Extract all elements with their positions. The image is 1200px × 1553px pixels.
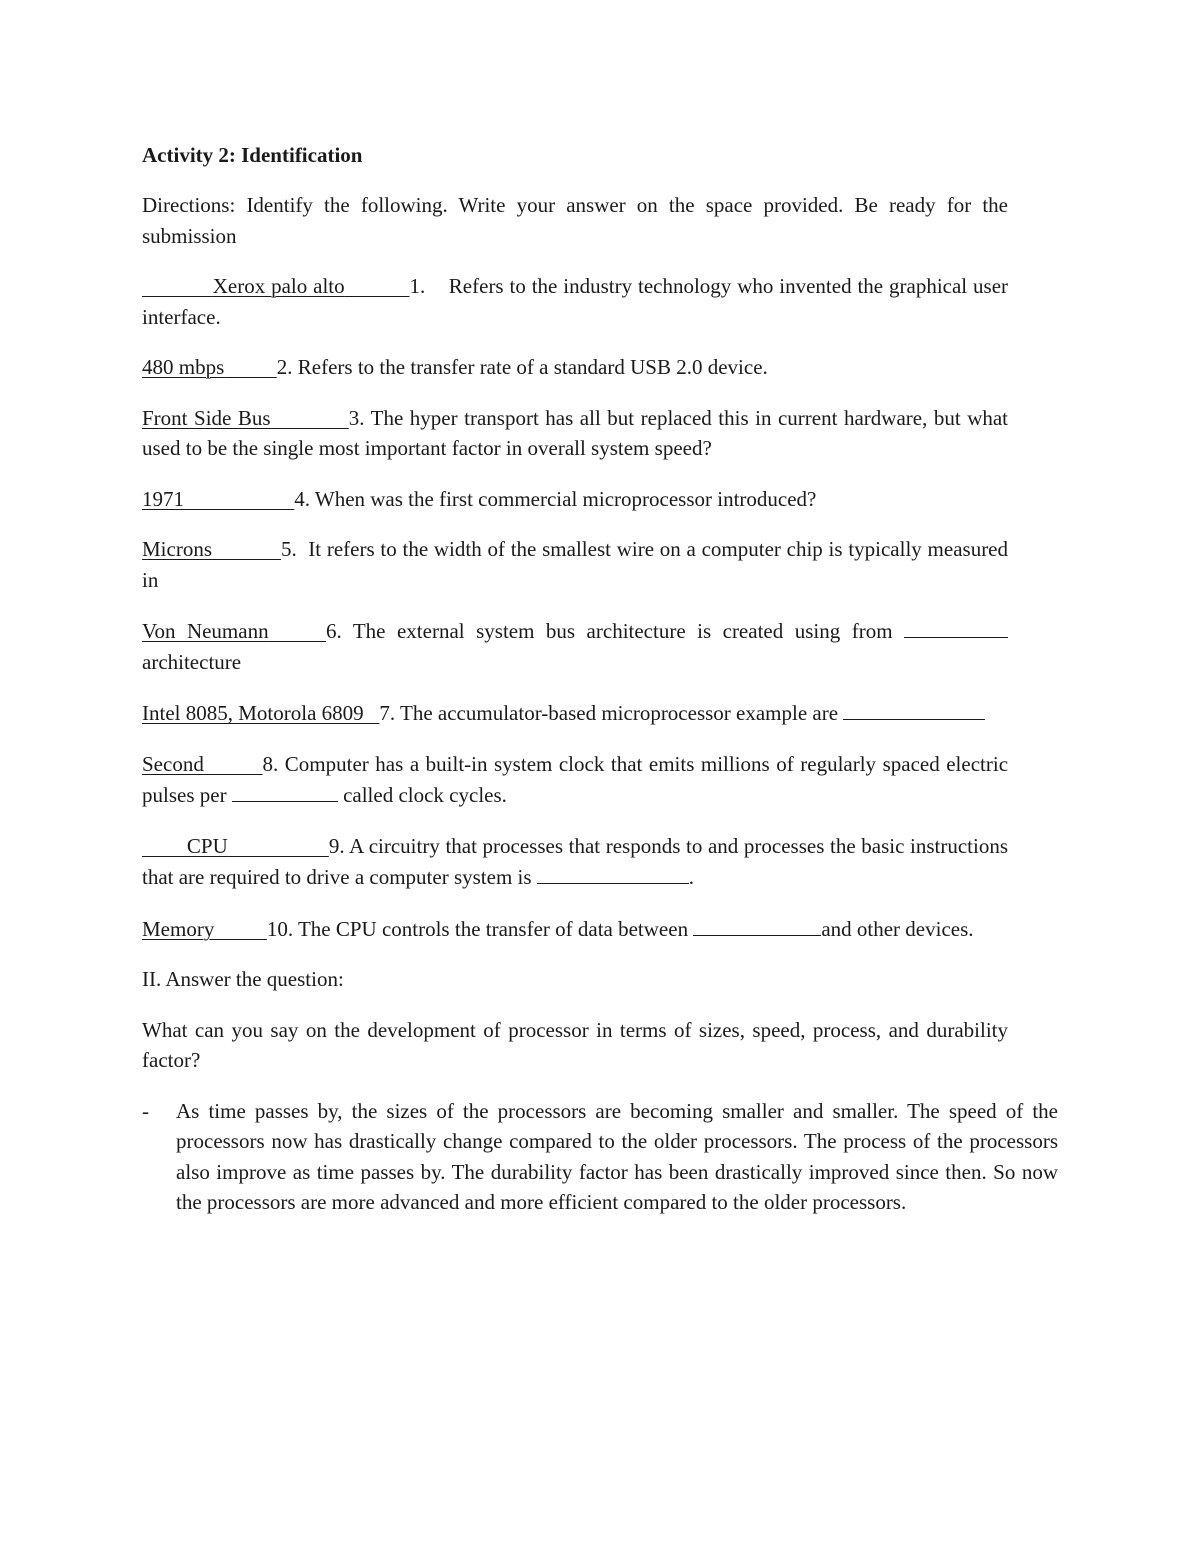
- question-item-4: [142, 484, 1008, 515]
- section-2-heading: II. Answer the question:: [142, 967, 344, 991]
- question-8-after: called clock cycles.: [343, 783, 507, 807]
- answer-1: Xerox palo alto: [212, 274, 345, 298]
- question-4: When was the first commercial microprocessor introduced?: [314, 486, 817, 511]
- answer-8: Second: [142, 751, 204, 776]
- answer-text: As time passes by, the sizes of the processors are becoming smaller and smaller. The speed of the processors now has drastically change compared to the older processors. The process of the processors also improve as time passes by. The durability factor has been drastically improved since then. So now the processors are more advanced and more efficient compared to the older processors.: [176, 1098, 1058, 1214]
- item-number-7: 7.: [379, 701, 396, 725]
- question-3: The hyper transport has all but replaced this in current hardware, but what used to be the single most important factor in overall system speed?: [142, 405, 1009, 460]
- question-item-2: [142, 352, 1008, 383]
- question-9-after: .: [688, 865, 695, 889]
- question-item-3: [142, 403, 1008, 464]
- answer-10: Memory: [142, 916, 215, 941]
- question-6-after: architecture: [142, 649, 242, 674]
- answer-7: Intel 8085, Motorola 6809: [142, 701, 364, 725]
- item-number-8: 8.: [262, 751, 279, 776]
- section-2-question: What can you say on the development of processor in terms of sizes, speed, process, and durability factor?: [142, 1017, 1008, 1072]
- directions-text: Directions: Identify the following. Write your answer on the space provided. Be ready for the submission: [142, 193, 1008, 248]
- blank-6: [904, 615, 1008, 638]
- answer-paragraph: [142, 1096, 1058, 1218]
- item-number-1: 1.: [409, 274, 426, 298]
- answer-5: Microns: [142, 537, 212, 561]
- answer-2: 480 mbps: [142, 355, 225, 379]
- item-number-9: 9.: [328, 833, 345, 858]
- question-item-5: [142, 534, 1008, 595]
- question-10-before: The CPU controls the transfer of data between: [297, 916, 689, 941]
- question-2: Refers to the transfer rate of a standard USB 2.0 device.: [297, 355, 768, 379]
- question-10-after: and other devices.: [821, 916, 974, 941]
- document-page: [142, 140, 1058, 1238]
- question-8-before: Computer has a built-in system clock that emits millions of regularly spaced electric pulses per: [142, 751, 1009, 807]
- question-item-10: [142, 913, 1008, 945]
- item-number-3: 3.: [348, 405, 365, 430]
- question-item-1: [142, 271, 1008, 332]
- question-item-9: [142, 831, 1008, 893]
- item-number-5: 5.: [281, 537, 297, 561]
- blank-7: [843, 697, 985, 720]
- item-number-6: 6.: [326, 619, 342, 643]
- item-number-2: 2.: [276, 355, 293, 379]
- blank-8: [232, 779, 338, 802]
- blank-9: [537, 861, 689, 884]
- question-6-before: The external system bus architecture is created using from: [352, 619, 893, 643]
- answer-3: Front Side Bus: [142, 405, 271, 430]
- question-1: Refers to the industry technology who invented the graphical user interface.: [142, 274, 1009, 329]
- answer-4: 1971: [142, 486, 184, 511]
- answer-6: Von Neumann: [142, 619, 269, 643]
- question-7: The accumulator-based microprocessor example are: [400, 701, 839, 725]
- item-number-10: 10.: [266, 916, 294, 941]
- blank-10: [693, 913, 821, 936]
- question-5: It refers to the width of the smallest wire on a computer chip is typically measured in: [142, 537, 1009, 592]
- question-item-6: [142, 615, 1008, 677]
- question-9-before: A circuitry that processes that responds to and processes the basic instructions that are required to drive a computer system is: [142, 833, 1009, 889]
- answer-9: CPU: [186, 833, 228, 858]
- activity-title: Activity 2: Identification: [142, 143, 363, 167]
- question-item-8: [142, 749, 1008, 811]
- question-item-7: [142, 697, 1008, 729]
- item-number-4: 4.: [294, 486, 310, 511]
- dash-bullet: -: [142, 1098, 149, 1123]
